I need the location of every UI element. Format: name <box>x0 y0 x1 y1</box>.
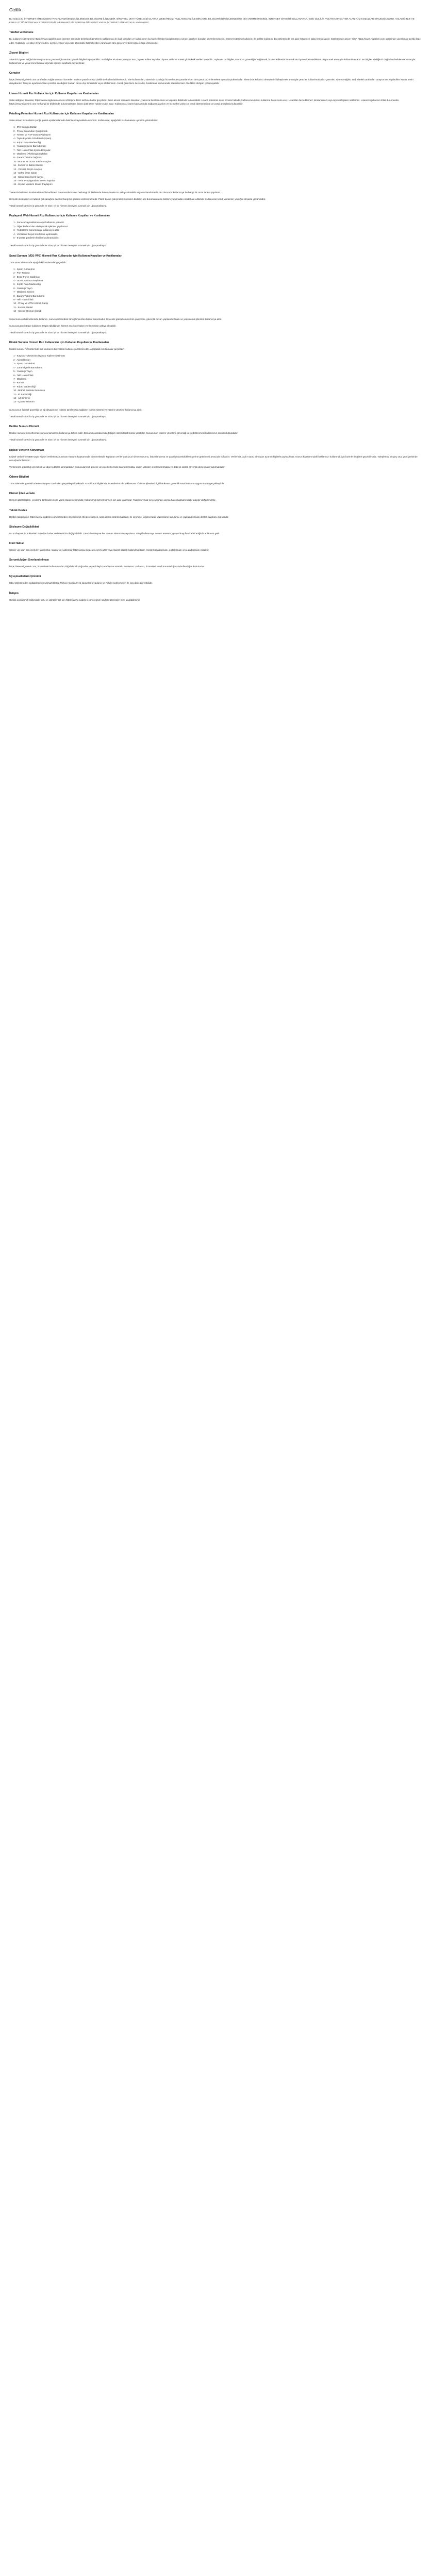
section-heading: Çerezler <box>9 72 20 75</box>
list-item: 2 - Diğer kullanıcıları etkileyecek işlemler yapılamaz. <box>13 225 69 228</box>
intro-notice: BU GİZLİLİK, İNTERNET SİTEMİZDEN FAYDALANDIĞINIZDA İŞLENECEK BİLGİLERE İLİŞKİNDİR. BİREYSEL VEYA TÜZEL KİŞİ OLARAK WEBSİTEMİZİ KULLANMANIZ İLE BİRLİKTE, BİLGİLERİNİZİN İŞLENMESİNE İZİN VERMEKTESİNİZ. İNTERNET SİTEMİZİ KULLANARAK, İŞBU GİZLİLİK POLİTİKASINDA YER ALAN TÜM KOŞULLARI OKUDUĞUNUZU, ANLADIĞINIZI VE KABUL ETTİĞİNİZİ BEYAN ETMEKTESİNİZ. HERHANGİ BİR ŞARTINA İTİRAZINIZ VARSA İNTERNET SİTEMİZİ KULLANMAYINIZ. <box>9 18 415 24</box>
list-item: 7 - Oltalama Siteleri <box>13 291 35 294</box>
restriction-list <box>9 221 422 240</box>
list-item: 7 - Telif Hakkı İhlali İçeren Dosyalar <box>13 148 51 151</box>
section-paragraph: Satın aldığınız lisanslar, https://www.nigdeleri.com ile sözleşme bitim tarihine kadar geçerlidir. Satın alınan ürünlerin lisansları, yalnızca belirtilen süre ve kapsam dahilinde kullanılabilir. Lisans süresinin sona ermesi halinde, kullanıcının ürünü kullanma hakkı sona erer. Lisanslar devredilemez, kiralanamaz veya üçüncü kişilere satılamaz. Lisans koşullarının ihlali durumunda https://www.nigdeleri.com herhangi bir bildirimde bulunmaksızın lisansı iptal etme hakkını saklı tutar. Kullanıcılar, lisans kapsamında sağlanan yazılım ve hizmetleri yalnızca kendi işletmelerinde ve yasal amaçlarla kullanabilir. <box>9 98 399 105</box>
list-item: 8 - Kumar <box>13 381 24 384</box>
section-heading: Sözleşme Değişiklikleri <box>9 525 39 529</box>
section <box>9 214 422 247</box>
section-heading: Kiralık Sunucu Hizmeti Ruz Kullanıcılar için Kullanım Koşulları ve Kısıtlamaları <box>9 341 109 345</box>
section-heading: Fikri Haklar <box>9 541 24 545</box>
section-paragraph: Dedike sunucu hizmetlerinde sunucu tamamen kullanıcıya tahsis edilir. Donanım arızalarında değişim süreci tarafımızca yürütülür. Sunucunun yazılım yönetimi, güvenliği ve yedeklenmesi kullanıcının sorumluluğundadır. <box>9 432 238 435</box>
section-heading: Uyuşmazlıkların Çözümü <box>9 575 41 579</box>
section-heading: Sorumluluğun Sınırlandırılması <box>9 558 49 562</box>
section <box>9 558 422 568</box>
section <box>9 341 422 418</box>
list-item: 9 - Telif Hakkı İhlali <box>13 298 34 301</box>
section-heading: Lisans Hizmeti Ruz Kullanıcılar için Kullanım Koşulları ve Kısıtlamaları <box>9 92 99 95</box>
restriction-list <box>9 354 422 403</box>
section <box>9 475 422 485</box>
section-paragraph: Yukarıda belirtilen kısıtlamaların ihlal edilmesi durumunda hizmet herhangi bir bildirimde bulunulmaksızın askıya alınabilir veya sonlandırılabilir. Bu durumda kullanıcıya herhangi bir ücret iadesi yapılmaz. <box>9 191 221 194</box>
list-item: 4 - Zararlı İçerik Barındırma <box>13 366 43 369</box>
section-heading: Sanal Sunucu (VDS-VPS) Hizmeti Ruz Kullanıcılar için Kullanım Koşulları ve Kısıtlamaları <box>9 254 123 258</box>
list-item: 10 - Proxy ve VPN Hizmeti Satışı <box>13 302 48 305</box>
section-paragraph: Sitemizi ziyaret ettiğinizde tarayıcınızın gönderdiği standart günlük bilgileri toplayabiliriz. Bu bilgiler IP adresi, tarayıcı türü, ziyaret edilen sayfalar, ziyaret tarihi ve süresi gibi teknik verileri içerebilir. Toplanan bu bilgiler, sitemizin güvenliğini sağlamak, hizmet kalitesini artırmak ve ziyaretçi istatistiklerini oluşturmak amacıyla kullanılmaktadır. Bu bilgiler kimliğinizi doğrudan belirlemek amacıyla kullanılmaz ve yasal zorunluluklar dışında üçüncü taraflarla paylaşılmaz. <box>9 58 416 65</box>
list-item: 11 - IP Sahteciliği <box>13 393 32 396</box>
section <box>9 525 422 535</box>
section-paragraph: Gizlilik politikamız hakkındaki soru ve görüşleriniz için https://www.nigdeleri.com iletişim sayfası üzerinden bize ulaşabilirsiniz. <box>9 598 141 601</box>
restriction-list <box>9 267 422 313</box>
list-item: 4 - Toplu E-posta Gönderimi (Spam) <box>13 137 52 140</box>
section-paragraph: İşbu sözleşmeden doğabilecek uyuşmazlıklarda Türkiye Cumhuriyeti kanunları uygulanır ve Niğde mahkemeleri ile icra daireleri yetkilidir. <box>9 582 153 585</box>
sections-container <box>9 30 422 601</box>
section-heading: Dedike Sunucu Hizmeti <box>9 425 39 429</box>
section-paragraph: https://www.nigdeleri.com, hizmetlerin kullanımından doğabilecek doğrudan veya dolaylı zararlardan sorumlu tutulamaz. Kullanıcı, hizmetleri kendi sorumluluğunda kullandığını kabul eder. <box>9 565 205 568</box>
section-paragraph: Sitede yer alan tüm içerikler, tasarımlar, logolar ve yazılımlar https://www.nigdeleri.com'a aittir veya lisanslı olarak kullanılmaktadır. İzinsiz kopyalanması, çoğaltılması veya dağıtılması yasaktır. <box>9 548 209 551</box>
list-item: 12 - Ağ Dinleme <box>13 396 30 399</box>
section <box>9 51 422 65</box>
section <box>9 30 422 44</box>
list-item: 4 - DDoS Saldırısı Başlatma <box>13 279 43 282</box>
list-item: 6 - Telif Hakkı İhlali <box>13 374 34 377</box>
section-paragraph: Bu sözleşmenin hükümleri önceden haber verilmeksizin değiştirilebilir. Güncel sözleşme her zaman sitemizde yayınlanır. Siteyi kullanmaya devam etmeniz, güncel koşulları kabul ettiğiniz anlamına gelir. <box>9 532 220 535</box>
list-item: 15 - Terör Propagandası İçeren Yayınlar <box>13 179 56 182</box>
section-heading: Fatalhog Pmonitor Hizmeti Ruz Kullanıcılar için Kullanım Koşulları ve Kısıtlamaları <box>9 112 114 116</box>
section <box>9 71 422 85</box>
list-item: 1 - Spam Gönderimi <box>13 267 35 270</box>
section-heading: Ziyaret Bilgileri <box>9 51 29 55</box>
section-paragraph: Kiralık sunucu hizmetlerinde tüm donanım kaynakları kullanıcıya tahsis edilir. Aşağıdaki kısıtlamalar geçerlidir: <box>9 348 125 351</box>
section-paragraph: Destek taleplerinizi https://www.nigdeleri.com üzerinden iletebilirsiniz. Destek hizmeti, satın alınan ürünün kapsamı ile sınırlıdır. Üçüncü taraf yazılımların kurulumu ve yapılandırılması destek kapsamı dışındadır. <box>9 515 229 518</box>
section <box>9 92 422 106</box>
section-heading: Kişisel Verilerin Korunması <box>9 448 44 452</box>
section-paragraph: Tüm ödemeler güvenli ödeme altyapısı üzerinden gerçekleştirilmektedir. Kredi kartı bilgileriniz sistemlerimizde saklanmaz. Ödeme işlemleri, ilgili bankanın güvenlik standartlarına uygun olarak gerçekleştirilir. <box>9 482 225 485</box>
page-title: Gizlilik <box>9 8 22 12</box>
list-item: 11 - Kumar ve Bahis Siteleri <box>13 164 43 167</box>
section-paragraph: Hizmet iptal talepleri, yenileme tarihinden önce yazılı olarak iletilmelidir. Kullanılmış hizmet süreleri için iade yapılmaz. Yasal mevzuat çerçevesinde cayma hakkı kapsamındaki talepler değerlendirilir. <box>9 499 216 502</box>
section-heading: Taraflar ve Konusu <box>9 31 34 35</box>
section-paragraph: Sanal sunucu hizmetlerinde kullanıcı, sunucu üzerindeki tüm işlemlerden bizzat sorumludur. Güvenlik güncellemelerinin yapılması, güvenlik duvarı yapılandırılması ve yedekleme işlemleri kullanıcıya aittir. <box>9 317 222 320</box>
list-item: 2 - Proxy Sunucuları Çalıştırmak <box>13 129 48 132</box>
section-heading: Paylaşımlı Web Hizmeti Ruz Kullanıcılar için Kullanım Koşulları ve Kısıtlamaları <box>9 214 110 218</box>
section-paragraph: Satın alınan hizmetlerin içeriği, paket açıklamalarında belirtilen kaynaklarla sınırlıdır. Kullanıcılar, aşağıdaki kısıtlamalara uymakla yükümlüdür: <box>9 119 158 122</box>
list-item: 1 - Sunucu kaynaklarının aşırı kullanımı yasaktır. <box>13 221 65 224</box>
section-paragraph: Yasal kontrol süreci 5 iş gününde ve Size, iyi bir hizmet deneyimi sunmak için uğraşmaktayız. <box>9 438 107 442</box>
list-item: 14 - Müstehcen İçerik Yayını <box>13 175 43 178</box>
section <box>9 541 422 552</box>
section <box>9 112 422 208</box>
list-item: 16 - Kişisel Verilerin İzinsiz Paylaşımı <box>13 183 53 186</box>
list-item: 12 - Yetkisiz Erişim Araçları <box>13 167 42 171</box>
list-item: 5 - Kripto Para Madenciliği <box>13 283 41 286</box>
list-item: 2 - Ağ Saldırıları <box>13 358 30 361</box>
section-paragraph: Yasal kontrol süreci 5 iş gününde ve Size, iyi bir hizmet deneyimi sunmak için uğraşmaktayız. <box>9 205 107 208</box>
section-paragraph: Sunucunun fiziksel güvenliği ve ağ altyapısının işletimi tarafımızca sağlanır. İşletim sistemi ve yazılım yönetimi kullanıcıya aittir. <box>9 408 142 411</box>
list-item: 6 - Yasadışı İçerik Barındırmak <box>13 145 46 148</box>
list-item: 9 - Zararlı Yazılım Dağıtımı <box>13 156 42 159</box>
list-item: 5 - Yasadışı Yayın <box>13 370 32 373</box>
section-paragraph: Sunucunuzun kötüye kullanımı tespit edildiğinde, hizmet önceden haber verilmeksizin askıya alınabilir. <box>9 324 117 327</box>
section <box>9 574 422 585</box>
list-item: 8 - Zararlı Yazılım Barındırma <box>13 294 45 297</box>
section-heading: Hizmet İptali ve İade <box>9 492 35 496</box>
section-heading: Teknik Destek <box>9 509 27 512</box>
section <box>9 509 422 519</box>
section <box>9 425 422 442</box>
list-item: 1 - IRC Sunucu Botları <box>13 126 37 129</box>
section-paragraph: Yasal kontrol süreci 5 iş gününde ve Size, iyi bir hizmet deneyimi sunmak için uğraşmaktayız. <box>9 331 107 334</box>
list-item: 1 - Kaynak Tüketiminin Üçüncü Kişilere Satılması <box>13 354 65 358</box>
list-item: 6 - Yasadışı Yayın <box>13 286 32 290</box>
list-item: 8 - Oltalama (Phishing) Sayfaları <box>13 152 48 156</box>
list-item: 2 - Port Tarama <box>13 272 30 275</box>
list-item: 11 - Kumar Siteleri <box>13 306 33 309</box>
list-item: 10 - Botnet Komuta Sunucusu <box>13 389 45 392</box>
section <box>9 591 422 602</box>
restriction-list <box>9 125 422 187</box>
section <box>9 492 422 502</box>
list-item: 3 - Torrent ve P2P Dosya Paylaşımı <box>13 133 51 137</box>
list-item: 9 - Kripto Madenciliği <box>13 385 36 388</box>
list-item: 5 - Kripto Para Madenciliği <box>13 141 41 144</box>
list-item: 10 - Botnet ve DDoS Saldırı Araçları <box>13 160 52 163</box>
section-paragraph: Yasal kontrol süreci 5 iş gününde ve Size, iyi bir hizmet deneyimi sunmak için uğraşmaktayız. <box>9 415 107 418</box>
section <box>9 254 422 335</box>
section-paragraph: Hizmetin kesintisiz ve hatasız çalışacağına dair herhangi bir garanti verilmemektedir. Planlı bakım çalışmaları önceden bildirilir; acil durumlarda ise bildirim yapılmadan müdahale edilebilir. Kullanıcılar kendi verilerinin yedeğini almakla yükümlüdür. <box>9 197 266 200</box>
section-heading: Ödeme Bilgileri <box>9 476 29 479</box>
list-item: 3 - Spam Gönderimi <box>13 362 35 365</box>
section-paragraph: Bu kullanım sözleşmesi https://www.nigdeleri.com internet sitesinde belirtilen hizmetlerin sağlanması ile ilgili koşulları ve kullanıcının bu hizmetlerden faydalanırken uyması gereken kuralları düzenlemektedir. İnternet sitesinin kullanımı ile birlikte kullanıcı, bu sözleşmede yer alan hükümleri kabul etmiş sayılır. Sözleşmede geçen 'Site', https://www.nigdeleri.com adresinde yayınlanan içeriği ifade eder. 'Kullanıcı' ise siteyi ziyaret eden, içeriğe erişen veya site üzerindeki hizmetlerden yararlanan tüm gerçek ve tüzel kişileri ifade etmektedir. <box>9 38 421 44</box>
list-item: 3 - Brute Force Saldırıları <box>13 275 40 278</box>
list-item: 13 - Sahte Ürün Satışı <box>13 172 37 175</box>
list-item: 5 - E-posta gönderim limitleri aşılmamalıdır. <box>13 236 59 239</box>
section-paragraph: Kişisel verileriniz 6698 sayılı Kişisel Verilerin Korunması Kanunu kapsamında işlenmektedir. Toplanan veriler yalnızca hizmet sunumu, faturalandırma ve yasal yükümlülüklerin yerine getirilmesi amacıyla kullanılır. Verileriniz, açık rızanız olmadan üçüncü kişilerle paylaşılmaz. Kanun kapsamındaki haklarınızı kullanmak için bizimle iletişime geçebilirsiniz. Talepleriniz en geç otuz gün içerisinde sonuçlandırılacaktır. <box>9 455 418 462</box>
section-heading: İletişim <box>9 591 19 595</box>
section-paragraph: https://www.nigdeleri.com tarafından sağlanan tüm hizmetler, sadece yasal sınırlar dahilinde kullanılabilmektedir. Site kullanıcıları, sitemizin sunduğu hizmetlerden yararlanırken tüm yasal düzenlemelere uymakla yükümlüdür. Sitemizde kullanıcı deneyimini iyileştirmek amacıyla çerezler kullanılmaktadır. Çerezler, ziyaret ettiğiniz web siteleri tarafından tarayıcınıza kaydedilen küçük metin dosyalarıdır. Tarayıcı ayarlarınızdan çerezleri dilediğiniz zaman devre dışı bırakabilir veya silebilirsiniz. Ancak çerezlerin devre dışı bırakılması durumunda sitemizin bazı özellikleri düzgün çalışmayabilir. <box>9 78 413 85</box>
list-item: 4 - Veritabanı boyut sınırlarına uyulmalıdır. <box>13 232 58 235</box>
list-item: 3 - Yedekleme sorumluluğu kullanıcıya aittir. <box>13 229 60 232</box>
section-paragraph: Tüm sunucularımızda aşağıdaki kısıtlamalar geçerlidir: <box>9 261 67 264</box>
list-item: 7 - Oltalama <box>13 377 27 380</box>
section-paragraph: Yasal kontrol süreci 5 iş gününde ve Size, iyi bir hizmet deneyimi sunmak için uğraşmaktayız. <box>9 244 107 247</box>
list-item: 13 - Çocuk İstismarı <box>13 400 35 403</box>
section-paragraph: Verilerinizin güvenliği için teknik ve idari tedbirler alınmaktadır. Sunucularımız güvenli veri merkezlerinde barındırılmakta, erişim yetkileri sınırlandırılmakta ve düzenli olarak güvenlik denetimleri yapılmaktadır. <box>9 465 225 468</box>
section <box>9 448 422 469</box>
list-item: 12 - Çocuk İstismarı İçeriği <box>13 310 42 313</box>
